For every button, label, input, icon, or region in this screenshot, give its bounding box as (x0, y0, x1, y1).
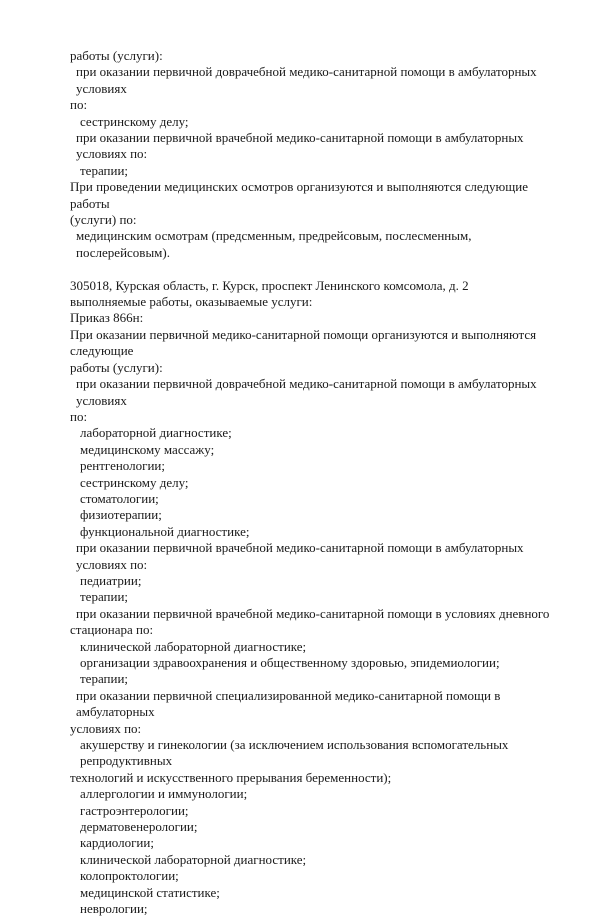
section-heading: при оказании первичной доврачебной медико-санитарной помощи в амбулаторных условиях (76, 376, 540, 408)
list-item: сестринскому делу; (80, 474, 189, 490)
section-heading: условиях по: (70, 720, 142, 736)
list-item: технологий и искусственного прерывания беременности); (70, 769, 392, 785)
list-item: медицинскому массажу; (80, 441, 215, 457)
list-item: гастроэнтерологии; (80, 802, 189, 818)
order-label: Приказ 866н: (70, 310, 144, 326)
list-item: клинической лабораторной диагностике; (80, 638, 307, 654)
list-item: лабораторной диагностике; (80, 425, 232, 441)
address: 305018, Курская область, г. Курск, проспект Ленинского комсомола, д. 2 (70, 277, 469, 293)
list-item: терапии; (80, 671, 129, 687)
section-heading: стационара по: (70, 622, 154, 638)
list-item: физиотерапии; (80, 507, 162, 523)
list-item: педиатрии; (80, 572, 142, 588)
list-item: неврологии; (80, 901, 148, 917)
section-heading: по: (70, 408, 88, 424)
list-item: терапии; (80, 589, 129, 605)
text-line: При проведении медицинских осмотров организуются и выполняются следующие работы (70, 179, 532, 211)
list-item: терапии; (80, 162, 129, 178)
text-line: при оказании первичной врачебной медико-санитарной помощи в амбулаторных условиях по: (76, 130, 527, 162)
text-line: при оказании первичной доврачебной медико-санитарной помощи в амбулаторных условиях (76, 64, 540, 96)
list-item: клинической лабораторной диагностике; (80, 851, 307, 867)
list-item: дерматовенерологии; (80, 819, 198, 835)
spacer (70, 261, 560, 277)
section-heading: при оказании первичной специализированной медико-санитарной помощи в амбулаторных (76, 687, 504, 720)
text-line: по: (70, 97, 88, 113)
document-page (70, 48, 560, 918)
section-heading: при оказании первичной врачебной медико-санитарной помощи в условиях дневного (76, 605, 550, 621)
list-item: акушерству и гинекологии (за исключением использования вспомогательных репродуктивных (80, 737, 512, 769)
text-line: работы (услуги): (70, 48, 163, 63)
text-line: (услуги) по: (70, 212, 137, 228)
list-item: стоматологии; (80, 490, 159, 506)
text-line: При оказании первичной медико-санитарной помощи организуются и выполняются следующие (70, 326, 540, 359)
list-item: сестринскому делу; (80, 113, 189, 129)
text-line: работы (услуги): (70, 359, 163, 375)
list-item: функциональной диагностике; (80, 523, 250, 539)
list-item: рентгенологии; (80, 458, 165, 474)
list-item: медицинским осмотрам (предсменным, предрейсовым, послесменным, послерейсовым). (76, 228, 475, 260)
list-item: колопроктологии; (80, 868, 179, 884)
section-heading: при оказании первичной врачебной медико-санитарной помощи в амбулаторных условиях по: (76, 540, 527, 572)
list-item: организации здравоохранения и общественному здоровью, эпидемиологии; (80, 655, 500, 671)
list-item: аллергологии и иммунологии; (80, 786, 248, 802)
list-item: кардиологии; (80, 835, 154, 851)
list-item: медицинской статистике; (80, 884, 220, 900)
text-line: выполняемые работы, оказываемые услуги: (70, 294, 313, 310)
